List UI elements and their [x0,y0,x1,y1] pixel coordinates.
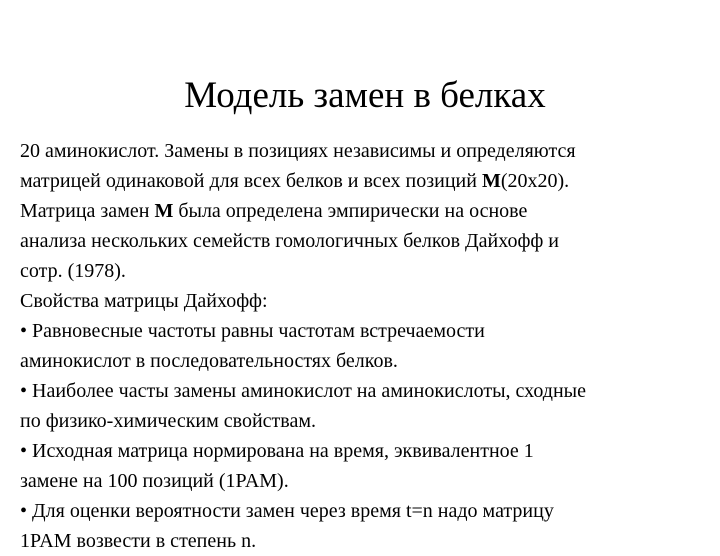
body-line [20,256,710,286]
body-text-segment: была определена эмпирически на основе [173,200,528,222]
body-line [20,526,710,556]
body-text-segment: матрицей одинаковой для всех белков и всех позиций [20,170,482,192]
body-text-segment: • Для оценки вероятности замен через время t=n надо матрицу [20,500,554,522]
bold-matrix-symbol: M [154,200,174,222]
body-line [20,166,710,196]
body-text-segment: анализа нескольких семейств гомологичных белков Дайхофф и [20,230,559,252]
body-text-segment: по физико-химическим свойствам. [20,410,316,432]
body-line [20,496,710,526]
body-line [20,286,710,316]
body-line [20,436,710,466]
body-line [20,196,710,226]
body-line [20,406,710,436]
slide-body-text [20,136,710,556]
body-text-segment: Матрица замен [20,200,155,222]
body-text-segment: • Наиболее часты замены аминокислот на аминокислоты, сходные [20,380,586,402]
body-line [20,226,710,256]
body-text-segment: аминокислот в последовательностях белков. [20,350,398,372]
body-text-segment: замене на 100 позиций (1PAM). [20,470,289,492]
body-text-segment: • Равновесные частоты равны частотам встречаемости [20,320,485,342]
body-line [20,466,710,496]
bold-matrix-symbol: M [481,170,501,192]
body-text-segment: 1PAM возвести в степень n. [20,530,257,552]
body-text-segment: 20 аминокислот. Замены в позициях независимы и определяются [20,140,576,162]
body-text-segment: (20x20). [500,170,570,192]
body-line [20,136,710,166]
body-text-segment: сотр. (1978). [20,260,126,282]
body-line [20,376,710,406]
body-text-segment: Свойства матрицы Дайхофф: [20,290,268,312]
body-line [20,346,710,376]
body-text-segment: • Исходная матрица нормирована на время, эквивалентное 1 [20,440,534,462]
body-line [20,316,710,346]
slide-title: Модель замен в белках [184,75,546,116]
